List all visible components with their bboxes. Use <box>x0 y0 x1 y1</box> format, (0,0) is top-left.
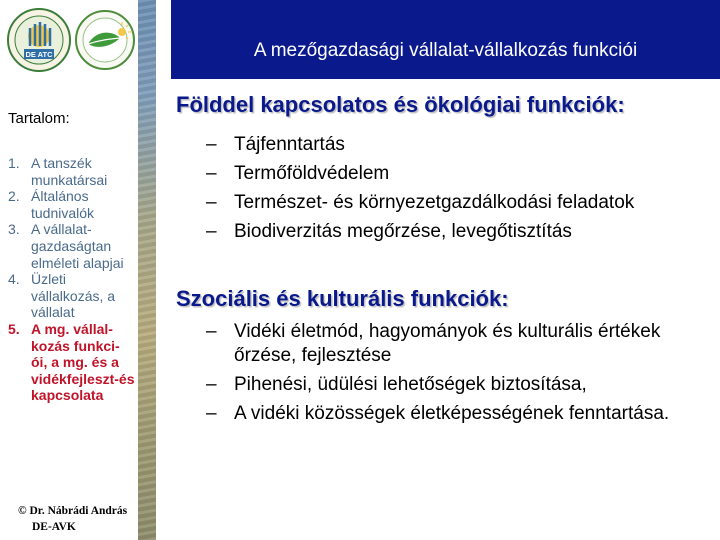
list-item-text: A vidéki közösségek életképességének fenntartása. <box>234 403 670 424</box>
credit-author: © Dr. Nábrádi András <box>18 505 128 517</box>
toc-title: Tartalom: <box>8 110 70 127</box>
table-of-contents <box>8 155 136 404</box>
list-item <box>176 191 674 215</box>
toc-item-number: 4. <box>8 271 20 288</box>
toc-item-5-active[interactable] <box>8 321 136 404</box>
list-item-text: Természet- és környezetgazdálkodási feladatok <box>234 192 635 213</box>
toc-item-label: Általános tudnivalók <box>31 188 95 221</box>
credit-institution: DE-AVK <box>32 521 76 533</box>
ecological-functions-list <box>176 133 674 249</box>
list-item <box>176 220 674 244</box>
list-item-text: Pihenési, üdülési lehetőségek biztosítása, <box>234 374 587 395</box>
dash-bullet: – <box>206 134 217 155</box>
university-logo <box>6 6 72 74</box>
toc-item-label: Üzleti vállalkozás, a vállalat <box>31 271 116 321</box>
list-item <box>176 320 712 368</box>
dash-bullet: – <box>206 221 217 242</box>
social-functions-list <box>176 320 712 431</box>
logo-text: DE ATC <box>25 50 53 59</box>
dash-bullet: – <box>206 321 217 342</box>
toc-item-number: 1. <box>8 155 20 171</box>
list-item <box>176 162 674 186</box>
toc-item-label: A mg. vállal-kozás funkci-ói, a mg. és a vidékfejleszt-és kapcsolata <box>31 320 135 404</box>
list-item <box>176 373 712 397</box>
sidebar <box>0 0 155 540</box>
toc-item-number: 3. <box>8 221 20 238</box>
dash-bullet: – <box>206 163 217 184</box>
dash-bullet: – <box>206 374 217 395</box>
list-item-text: Termőföldvédelem <box>234 163 390 184</box>
list-item <box>176 402 712 426</box>
list-item <box>176 133 674 157</box>
toc-item-3[interactable] <box>8 221 136 271</box>
toc-item-number: 2. <box>8 188 20 205</box>
leaf-logo <box>74 8 136 72</box>
decorative-photo-strip <box>138 0 156 540</box>
title-bar <box>171 0 720 79</box>
dash-bullet: – <box>206 403 217 424</box>
toc-item-4[interactable] <box>8 271 136 321</box>
list-item-text: Vidéki életmód, hagyományok és kulturális értékek őrzése, fejlesztése <box>234 321 661 366</box>
section-heading-social: Szociális és kulturális funkciók: <box>176 286 509 311</box>
toc-item-label: A tanszék munkatársai <box>31 155 108 188</box>
logos <box>6 6 136 74</box>
dash-bullet: – <box>206 192 217 213</box>
list-item-text: Tájfenntartás <box>234 134 345 155</box>
toc-item-2[interactable] <box>8 188 136 221</box>
slide-title: A mezőgazdasági vállalat-vállalkozás funkciói <box>253 39 638 61</box>
toc-item-number: 5. <box>8 320 20 337</box>
author-credit <box>18 503 138 535</box>
toc-item-label: A vállalat-gazdaságtan elméleti alapjai <box>31 221 124 271</box>
section-heading-ecological: Földdel kapcsolatos és ökológiai funkciók: <box>176 92 625 117</box>
toc-item-1[interactable] <box>8 155 136 188</box>
list-item-text: Biodiverzitás megőrzése, levegőtisztítás <box>234 221 572 242</box>
